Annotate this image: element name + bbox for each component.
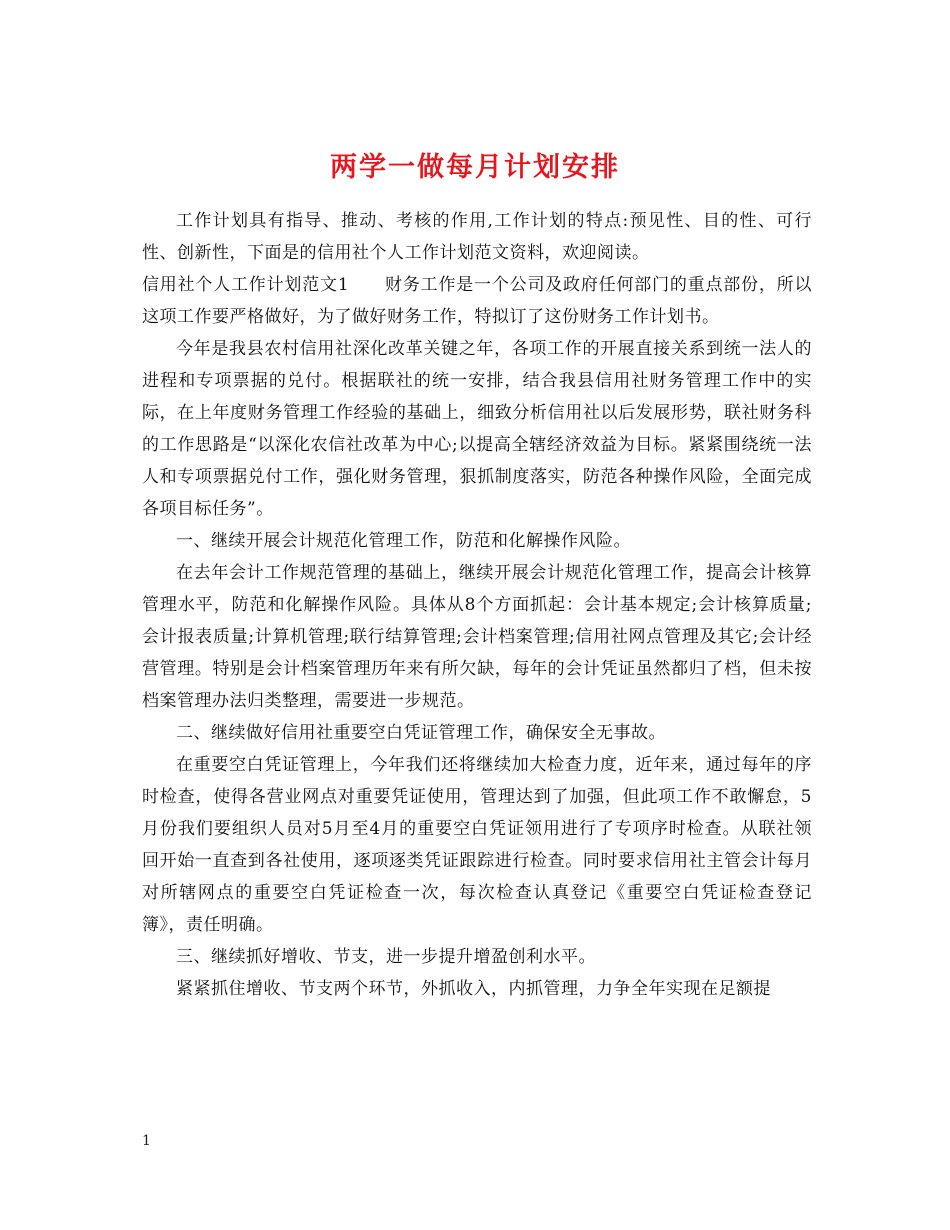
paragraph-intro: 工作计划具有指导、推动、考核的作用,工作计划的特点:预见性、目的性、可行性、创新性，下面是的信用社个人工作计划范文资料，欢迎阅读。 bbox=[142, 211, 812, 263]
paragraph-section-3: 紧紧抓住增收、节支两个环节，外抓收入，内抓管理，力争全年实现在足额提 bbox=[176, 979, 771, 999]
paragraph-section-1: 在去年会计工作规范管理的基础上，继续开展会计规范化管理工作，提高会计核算管理水平，防范和化解操作风险。具体从8个方面抓起：会计基本规定;会计核算质量;会计报表质量;计算机管理;联行结算管理;会计档案管理;信用社网点管理及其它;会计经营管理。特别是会计档案管理历年来有所欠缺，每年的会计凭证虽然都归了档，但未按档案管理办法归类整理，需要进一步规范。 bbox=[142, 563, 812, 711]
document-body bbox=[142, 205, 812, 1005]
section-heading-3: 三、继续抓好增收、节支，进一步提升增盈创利水平。 bbox=[176, 947, 596, 967]
page-title: 两学一做每月计划安排 bbox=[330, 152, 620, 184]
paragraph-background: 今年是我县农村信用社深化改革关键之年，各项工作的开展直接关系到统一法人的进程和专项票据的兑付。根据联社的统一安排，结合我县信用社财务管理工作中的实际，在上年度财务管理工作经验的基础上，细致分析信用社以后发展形势，联社财务科的工作思路是“以深化农信社改革为中心;以提高全辖经济效益为目标。紧紧围绕统一法人和专项票据兑付工作，强化财务管理，狠抓制度落实，防范各种操作风险，全面完成各项目标任务”。 bbox=[142, 339, 812, 519]
section-heading-1: 一、继续开展会计规范化管理工作，防范和化解操作风险。 bbox=[176, 531, 631, 551]
paragraph-sample-heading: 信用社个人工作计划范文1 财务工作是一个公司及政府任何部门的重点部份，所以这项工作要严格做好，为了做好财务工作，特拟订了这份财务工作计划书。 bbox=[142, 275, 812, 327]
paragraph-section-2: 在重要空白凭证管理上，今年我们还将继续加大检查力度，近年来，通过每年的序时检查，使得各营业网点对重要凭证使用，管理达到了加强，但此项工作不敢懈怠，5月份我们要组织人员对5月至4月的重要空白凭证领用进行了专项序时检查。从联社领回开始一直查到各社使用，逐项逐类凭证跟踪进行检查。同时要求信用社主管会计每月对所辖网点的重要空白凭证检查一次，每次检查认真登记《重要空白凭证检查登记簿》，责任明确。 bbox=[142, 755, 812, 935]
section-heading-2: 二、继续做好信用社重要空白凭证管理工作，确保安全无事故。 bbox=[176, 723, 666, 743]
page-number: 1 bbox=[142, 1133, 151, 1149]
